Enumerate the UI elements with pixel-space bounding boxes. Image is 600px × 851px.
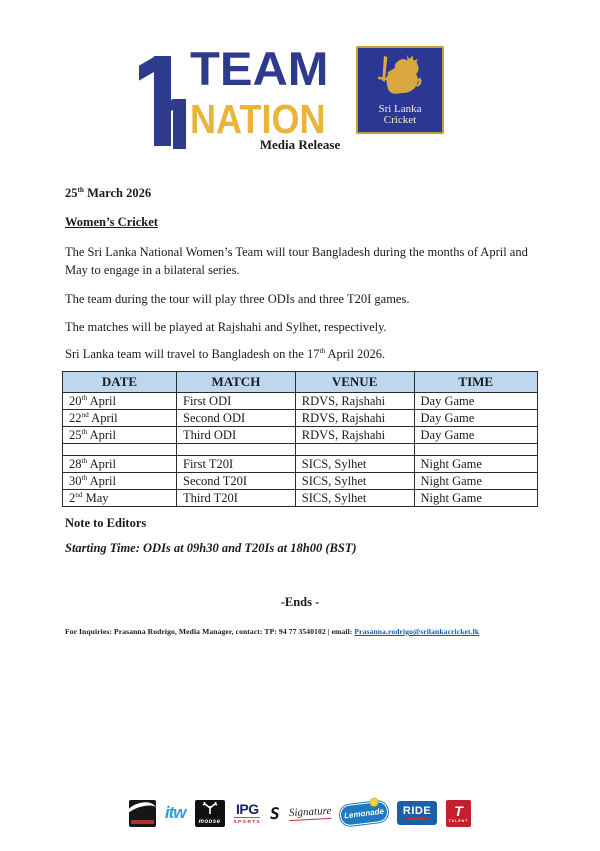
table-row [63,473,538,490]
table-row [63,456,538,473]
header-time: TIME [414,372,538,393]
cell-time: Night Game [414,490,538,507]
cell-venue: RDVS, Rajshahi [295,393,414,410]
cell-time: Day Game [414,410,538,427]
lemonade-logo: Lemonade [339,800,389,827]
moose-antlers-icon [199,802,221,814]
cell-date: 28th April [63,456,177,473]
signature-logo: Signature [288,804,332,820]
ipg-sports-logo: IPG SPORTS [233,800,262,825]
table-row [63,393,538,410]
section-heading: Women’s Cricket [65,215,158,229]
logo-nation-text: NATION [190,96,326,142]
table-header-row [63,372,538,393]
cell-date: 30th April [63,473,177,490]
release-date: 25th March 2026 [65,185,152,200]
sri-lanka-cricket-badge [356,46,444,134]
paragraph-travel-date: Sri Lanka team will travel to Bangladesh on the 17th April 2026. [65,346,386,361]
cell-match: First ODI [177,393,296,410]
cell-time: Night Game [414,473,538,490]
logo-team-text: TEAM [190,42,329,95]
cell-match: Third T20I [177,490,296,507]
cell-time: Day Game [414,427,538,444]
moose-logo: moose [195,800,225,827]
ride-logo: RIDE [397,801,437,825]
header-match: MATCH [177,372,296,393]
cell-venue: SICS, Sylhet [295,456,414,473]
cell-date: 2nd May [63,490,177,507]
cell-date: 22nd April [63,410,177,427]
cell-time: Night Game [414,456,538,473]
table-row [63,410,538,427]
cell-time: Day Game [414,393,538,410]
itw-logo: itw [164,803,186,822]
cell-venue: RDVS, Rajshahi [295,427,414,444]
note-to-editors-heading: Note to Editors [65,516,147,530]
document-title: Media Release [259,137,341,152]
lion-crest-icon [373,53,427,97]
table-row [63,490,538,507]
starting-time-note: Starting Time: ODIs at 09h30 and T20Is at 18h00 (BST) [65,541,357,555]
talent-logo: T TALENT [446,800,471,827]
paragraph-tour-announcement: The Sri Lanka National Women’s Team will tour Bangladesh during the months of April and May to engage in a bilateral series. [65,245,528,278]
contact-text: For Inquiries: Prasanna Rodrigo, Media Manager, contact: TP: 94 77 3540102 | email: [65,627,355,636]
cell-match: Second T20I [177,473,296,490]
table-row [63,427,538,444]
ends-marker: -Ends - [280,595,320,609]
s-mark-logo: S [268,803,282,823]
inquiries-contact-line [65,627,541,636]
header-date: DATE [63,372,177,393]
contact-email-link[interactable]: Prasanna.rodrigo@srilankacricket.lk [354,627,480,636]
table-row-empty [63,444,538,456]
one-team-one-nation-logo [0,22,600,142]
cell-date: 20th April [63,393,177,410]
cell-venue: RDVS, Rajshahi [295,410,414,427]
match-schedule-table [62,371,538,507]
badge-caption: Sri Lanka Cricket [378,102,422,127]
header-venue: VENUE [295,372,414,393]
cell-match: First T20I [177,456,296,473]
cell-venue: SICS, Sylhet [295,473,414,490]
paragraph-venues: The matches will be played at Rajshahi and Sylhet, respectively. [65,320,387,334]
swoosh-logo [129,800,156,827]
paragraph-match-formats: The team during the tour will play three ODIs and three T20I games. [65,292,410,306]
cell-venue: SICS, Sylhet [295,490,414,507]
cell-match: Second ODI [177,410,296,427]
cell-date: 25th April [63,427,177,444]
sponsor-logo-strip [0,791,600,835]
cell-match: Third ODI [177,427,296,444]
